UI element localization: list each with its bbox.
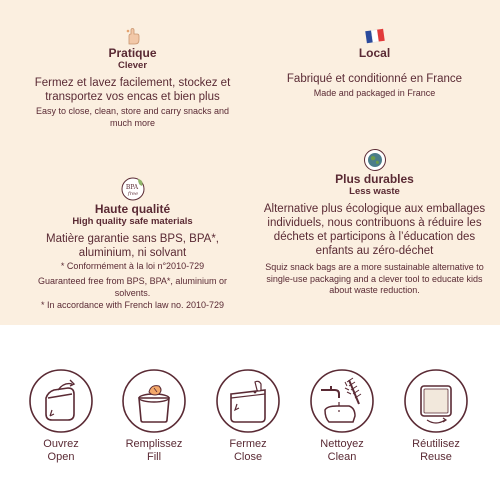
close-pouch-icon <box>215 368 281 434</box>
open-pouch-icon <box>28 368 94 434</box>
feature-subtitle: Clever <box>117 60 148 71</box>
feature-plus-durables <box>262 148 487 297</box>
bpa-free-icon <box>120 176 146 202</box>
step-label-en: Open <box>47 451 75 463</box>
step-label-en: Close <box>233 451 263 463</box>
feature-title: Local <box>358 46 391 60</box>
hand-snap-icon <box>123 26 143 46</box>
feature-note-en: * In accordance with French law no. 2010-729 <box>40 300 225 310</box>
step-clean <box>302 368 382 464</box>
earth-icon <box>363 148 387 172</box>
wash-brush-icon <box>309 368 375 434</box>
step-label-en: Clean <box>327 451 357 463</box>
step-label-fr: Ouvrez <box>43 438 79 450</box>
step-close <box>208 368 288 464</box>
step-label-en: Reuse <box>420 451 452 463</box>
step-reuse <box>396 368 476 464</box>
feature-haute-qualite <box>25 176 240 311</box>
france-flag-icon <box>364 26 386 46</box>
reuse-pouch-icon <box>403 368 469 434</box>
feature-text-en: Squiz snack bags are a more sustainable alternative to single-use packaging and a clever tool to educate kids about waste reduction. <box>265 262 484 295</box>
usage-steps <box>0 368 500 478</box>
feature-text-en: Easy to close, clean, store and carry snacks and much more <box>35 106 230 128</box>
feature-text-fr: Fabriqué et conditionné en France <box>286 73 463 85</box>
feature-pratique <box>25 26 240 129</box>
feature-text-en: Guaranteed free from BPS, BPA*, aluminium or solvents. <box>38 276 227 298</box>
step-label-fr: Réutilisez <box>412 438 460 450</box>
feature-subtitle: High quality safe materials <box>72 216 193 227</box>
step-open <box>21 368 101 464</box>
free-label: free <box>127 191 138 197</box>
feature-text-fr: Alternative plus écologique aux emballages individuels, nous contribuons à réduire les déchets et participons à l’éducation des enfants au zéro-déchet <box>263 203 486 257</box>
feature-local <box>262 26 487 100</box>
feature-title: Pratique <box>108 46 157 60</box>
feature-subtitle: Less waste <box>349 186 400 197</box>
feature-title: Plus durables <box>335 172 414 186</box>
step-label-fr: Remplissez <box>125 438 183 450</box>
step-fill <box>114 368 194 464</box>
feature-text-fr: Fermez et lavez facilement, stockez et transportez vos encas et bien plus <box>34 77 231 103</box>
step-label-en: Fill <box>146 451 162 463</box>
feature-note-fr: * Conformément à la loi n°2010-729 <box>60 261 205 271</box>
feature-title: Haute qualité <box>94 202 171 216</box>
bpa-label: BPA <box>125 184 138 191</box>
feature-text-fr: Matière garantie sans BPS, BPA*, aluminium, ni solvant <box>45 233 219 259</box>
step-label-fr: Nettoyez <box>320 438 364 450</box>
feature-text-en: Made and packaged in France <box>313 88 436 98</box>
step-label-fr: Fermez <box>229 438 267 450</box>
fill-pouch-icon <box>121 368 187 434</box>
